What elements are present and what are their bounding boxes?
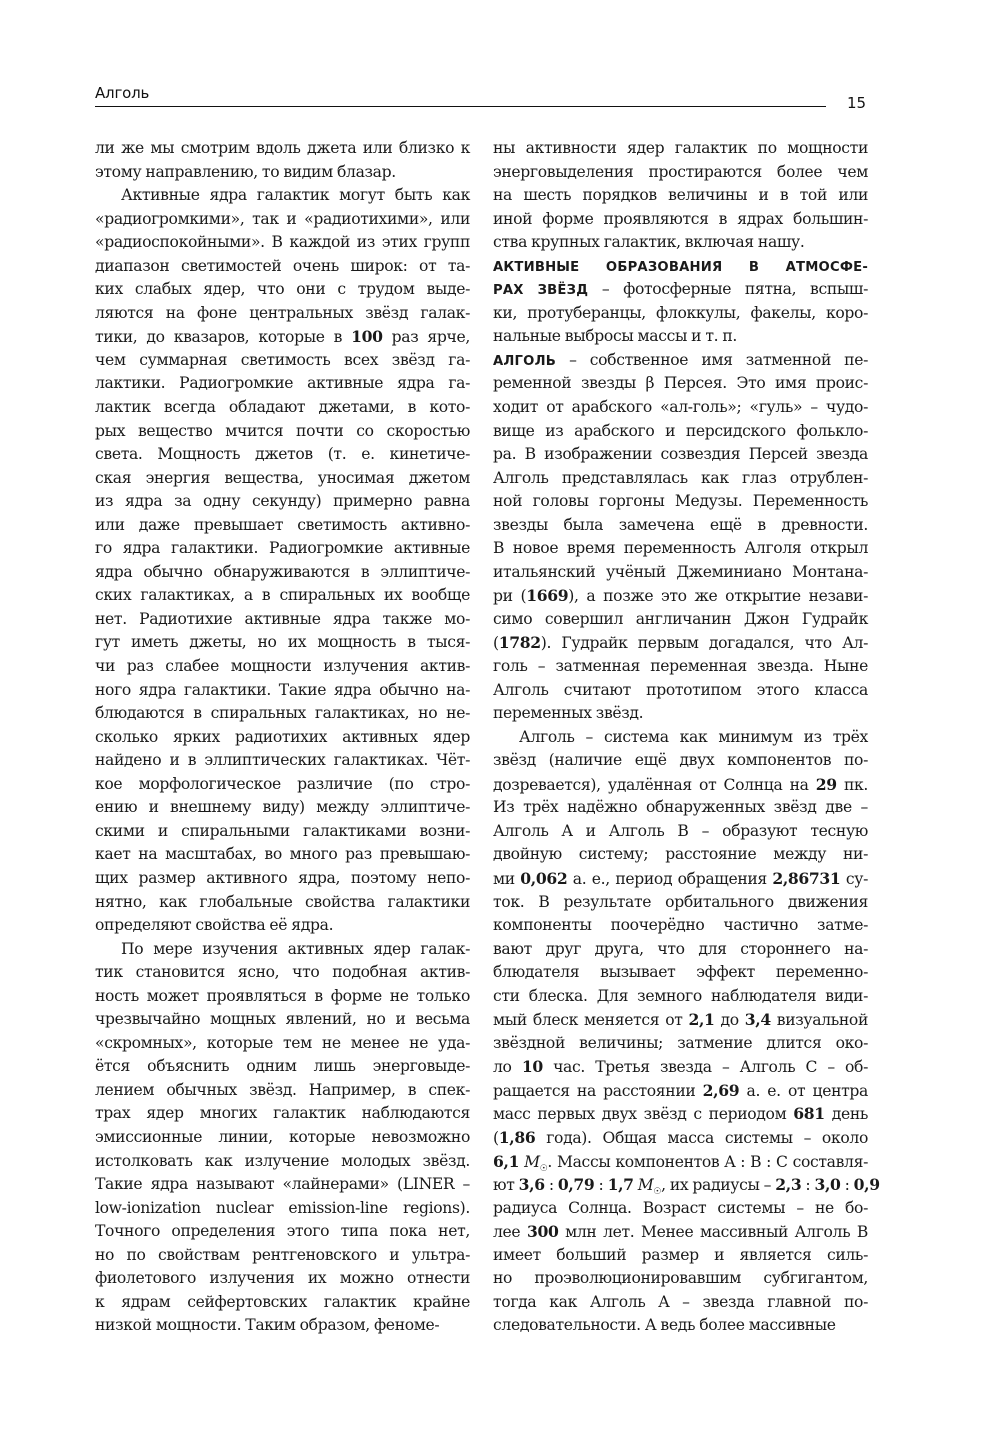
text-line: нальные выбросы массы и т. п. (493, 327, 737, 346)
text-line: трах ядер многих галактик наблюдаются (95, 1104, 470, 1123)
text-line: лактики. Радиогромкие активные ядра га- (95, 374, 470, 393)
text-line: низкой мощности. Таким образом, феноме- (95, 1316, 440, 1335)
text-line: ны активности ядер галактик по мощности (493, 139, 868, 157)
text-line: переменных звёзд. (493, 704, 644, 723)
text-line: Алголь – система как минимум из трёх (519, 727, 868, 746)
text-line: (1,86 года). Общая масса системы – около (493, 1127, 868, 1147)
text-line: сколько ярких радиотихих активных ядер (95, 727, 470, 746)
text-line: ло 10 час. Третья звезда – Алголь C – об- (493, 1057, 869, 1077)
text-line: Точного определения этого типа пока нет, (95, 1222, 470, 1241)
text-line: масс первых двух звёзд с периодом 681 день (493, 1104, 869, 1124)
text-line: мый блеск меняется от 2,1 до 3,4 визуальной (493, 1010, 868, 1030)
text-line: на шесть порядков величины и в той или (493, 186, 868, 205)
text-line: энерговыделения простираются более чем (493, 162, 868, 181)
text-line: дозревается), удалённая от Солнца на 29 пк. (493, 774, 868, 794)
text-line: чем суммарная светимость всех звёзд га- (95, 350, 470, 369)
text-line: тик становится ясно, что подобная актив- (95, 963, 470, 982)
text-line: ток. В результате орбитального движения (493, 892, 868, 911)
text-line: нет. Радиотихие активные ядра также мо- (95, 609, 470, 628)
text-line: блюдаются в спиральных галактиках, но не- (95, 704, 470, 723)
text-line: рых вещество мчится почти со скоростью (95, 421, 470, 440)
text-line: лактик всегда обладают джетами, в кото- (95, 398, 470, 417)
text-line: (1782). Гудрайк первым догадался, что Ал- (493, 633, 868, 653)
text-line: Алголь считают прототипом этого класса (493, 680, 868, 699)
dictionary-entry-active-formations (493, 255, 868, 349)
text-line: лее 300 млн лет. Менее массивный Алголь B (493, 1222, 868, 1242)
text-line: ётся объяснить одним лишь энерговыде- (95, 1057, 470, 1076)
text-line: чрезвычайно мощных явлений, но и весьма (95, 1010, 470, 1029)
page-number: 15 (847, 94, 867, 112)
text-line: ли же мы смотрим вдоль джета или близко к (95, 139, 470, 157)
text-line: звезды была замечена ещё в древности. (493, 515, 868, 534)
text-line: радиуса Солнца. Возраст системы – не бо- (493, 1198, 868, 1217)
text-line: ного ядра галактики. Такие ядра обычно на- (95, 680, 470, 699)
text-line: блюдателя вызывает эффект переменно- (493, 963, 868, 982)
entry-definition: – собственное имя затменной пе- (555, 350, 868, 369)
text-line: тогда как Алголь A – звезда главной по- (493, 1292, 868, 1311)
text-line: го ядра галактики. Радиогромкие активные (95, 539, 470, 558)
text-line: эмиссионные линии, которые невозможно (95, 1127, 470, 1146)
text-line: ская энергия вещества, уносимая джетом (95, 468, 470, 487)
text-line: звёздной величины; затмение длится око- (493, 1033, 868, 1052)
text-line: итальянский учёный Джеминиано Монтана- (493, 562, 868, 581)
text-line: Алголь представлялась как глаз отрублен- (493, 468, 868, 487)
text-line: ства крупных галактик, включая нашу. (493, 233, 805, 252)
text-line: определяют свойства её ядра. (95, 916, 334, 935)
dictionary-entry-algol (493, 349, 880, 1338)
text-line: ляются на фоне центральных звёзд галак- (95, 303, 470, 322)
text-line: двойную систему; расстояние между ни- (493, 845, 868, 864)
text-line: этому направлению, то видим блазар. (95, 162, 396, 181)
text-line: «радиоспокойными». В каждой из этих групп (95, 233, 470, 252)
text-line: фиолетового излучения их можно отнести (95, 1269, 470, 1288)
text-line: вают друг друга, что для стороннего на- (493, 939, 868, 958)
text-line: найдено и в эллиптических галактиках. Чёт- (95, 751, 470, 770)
text-line: ра. В изображении созвездия Персей звезда (493, 445, 868, 464)
text-line: нятно, как глобальные свойства галактики (95, 892, 470, 911)
right-text-column (493, 137, 880, 1338)
text-line: но проэволюционировавшим субгигантом, (493, 1269, 868, 1288)
text-line: чи раз слабее мощности излучения актив- (95, 657, 470, 676)
text-line: скими и спиральными галактиками возни- (95, 821, 470, 840)
header-rule (95, 106, 826, 107)
text-line: к ядрам сейфертовских галактик крайне (95, 1292, 470, 1311)
text-line: тики, до квазаров, которые в 100 раз ярче, (95, 327, 470, 347)
text-line: ременной звезды β Персея. Это имя проис- (493, 374, 868, 393)
text-line: ходит от арабского «ал-голь»; «гуль» – чудо- (493, 398, 868, 417)
text-line: ращается на расстоянии 2,69 а. е. от центра (493, 1080, 868, 1100)
entry-term: АКТИВНЫЕ ОБРАЗОВАНИЯ В АТМОСФЕ- (493, 259, 868, 275)
text-line: сти блеска. Для земного наблюдателя види- (493, 986, 868, 1005)
text-line: но по свойствам рентгеновского и ультра- (95, 1245, 470, 1264)
text-line: ри (1669), а позже это же открытие незави- (493, 586, 868, 606)
text-line: Из трёх надёжно обнаруженных звёзд две – (493, 798, 868, 817)
text-line: ми 0,062 а. е., период обращения 2,86731 су- (493, 868, 869, 888)
text-line: ной головы горгоны Медузы. Переменность (493, 492, 868, 511)
text-line: ки, протуберанцы, флоккулы, факелы, коро- (493, 303, 868, 322)
entry-definition: – фотосферные пятна, вспыш- (588, 280, 868, 299)
text-line: симо совершил англичанин Джон Гудрайк (493, 609, 868, 628)
text-line: из ядра за одну секунду) примерно равна (95, 492, 470, 511)
entry-term: РАХ ЗВЁЗД (493, 283, 589, 299)
text-line: кает на масштабах, во много раз превышаю- (95, 845, 470, 864)
text-line: ют 3,6 : 0,79 : 1,7 $M_☉$, их радиусы – 2,3 : 3,0 : 0,9 (493, 1175, 880, 1198)
text-line: «радиогромкими», так и «радиотихими», или (95, 209, 470, 228)
text-line: света. Мощность джетов (т. е. кинетиче- (95, 445, 470, 464)
text-line: звёзд (наличие ещё двух компонентов по- (493, 751, 868, 770)
text-line: 6,1 $M_☉$. Массы компонентов A : B : C составля- (493, 1151, 869, 1174)
text-line: щих размер активного ядра, поэтому непо- (95, 868, 470, 887)
text-line: В новое время переменность Алголя открыл (493, 539, 868, 558)
text-line: ядра обычно обнаруживаются в эллиптиче- (95, 562, 470, 581)
text-line: ению и внешнему виду) между эллиптиче- (95, 798, 470, 817)
text-line: ских галактиках, а в спиральных их вообще (95, 586, 470, 605)
text-line: истолковать как излучение молодых звёзд. (95, 1151, 470, 1170)
text-line: Алголь A и Алголь B – образуют тесную (493, 821, 868, 840)
text-line: По мере изучения активных ядер галак- (121, 939, 470, 958)
running-head-title: Алголь (95, 84, 150, 102)
text-line: гут иметь джеты, но их мощность в тыся- (95, 633, 470, 652)
text-line: лением обычных звёзд. Например, в спек- (95, 1080, 470, 1099)
left-text-column (95, 137, 470, 1338)
text-line: low-ionization nuclear emission-line regions). (95, 1198, 470, 1217)
text-line: Такие ядра называют «лайнерами» (LINER – (95, 1175, 470, 1194)
text-line: «скромных», которые тем не менее не уда- (95, 1033, 470, 1052)
text-line: ких слабых ядер, что они с трудом выде- (95, 280, 470, 299)
text-line: следовательности. А ведь более массивные (493, 1316, 836, 1335)
text-line: голь – затменная переменная звезда. Ныне (493, 657, 868, 676)
text-line: имеет больший размер и является силь- (493, 1245, 868, 1264)
entry-term: АЛГОЛЬ (493, 353, 556, 369)
text-line: диапазон светимостей очень широк: от та- (95, 256, 470, 275)
text-line: вище из арабского и персидского фолькло- (493, 421, 868, 440)
text-line: компоненты поочерёдно частично затме- (493, 916, 868, 935)
text-line: кое морфологическое различие (по стро- (95, 774, 470, 793)
text-line: или даже превышает светимость активно- (95, 515, 470, 534)
text-line: иной форме проявляются в ядрах большин- (493, 209, 868, 228)
text-line: ность может проявляться в форме не только (95, 986, 470, 1005)
text-line: Активные ядра галактик могут быть как (121, 186, 470, 205)
